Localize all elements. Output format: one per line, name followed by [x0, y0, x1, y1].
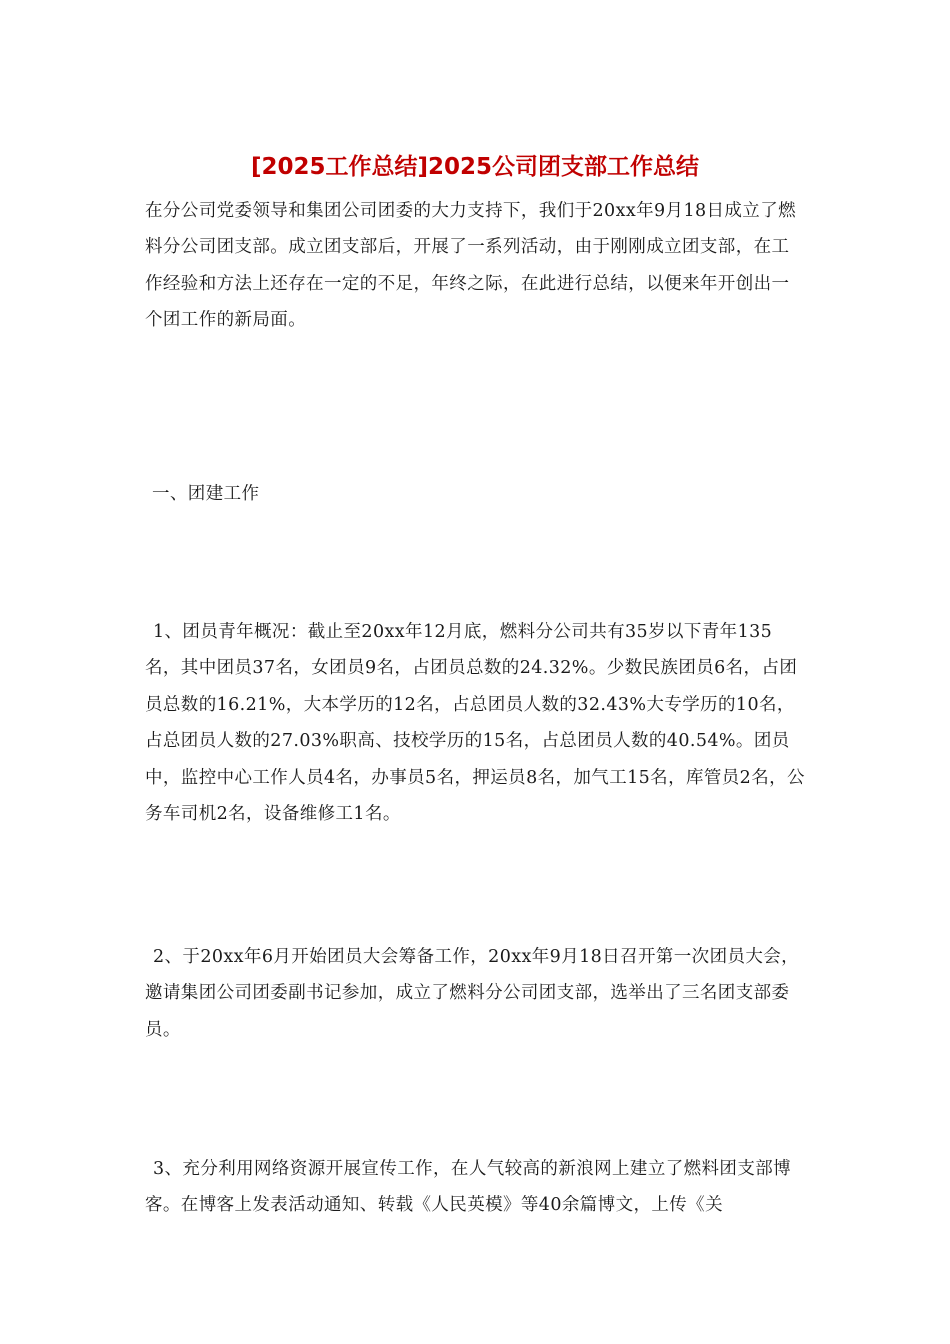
- item-2-member-congress: 2、于20xx年6月开始团员大会筹备工作，20xx年9月18日召开第一次团员大会，邀请集团公司团委副书记参加，成立了燃料分公司团支部，选举出了三名团支部委员。: [145, 947, 800, 1040]
- document-title: [2025工作总结]2025公司团支部工作总结: [250, 154, 700, 180]
- item-1-member-overview: 1、团员青年概况：截止至20xx年12月底，燃料分公司共有35岁以下青年135名，其中团员37名，女团员9名，占团员总数的24.32%。少数民族团员6名，占团员总数的16.21%，大本学历的12名，占总团员人数的32.43%大专学历的10名，占总团员人数的27.03%职高、技校学历的15名，占总团员人数的40.54%。团员中，监控中心工作人员4名，办事员5名，押运员8名，加气工15名，库管员2名，公务车司机2名，设备维修工1名。: [145, 622, 805, 825]
- intro-paragraph: 在分公司党委领导和集团公司团委的大力支持下，我们于20xx年9月18日成立了燃料分公司团支部。成立团支部后，开展了一系列活动，由于刚刚成立团支部，在工作经验和方法上还存在一定的不足，年终之际，在此进行总结，以便来年开创出一个团工作的新局面。: [145, 201, 797, 331]
- item-3-online-publicity: 3、充分利用网络资源开展宣传工作，在人气较高的新浪网上建立了燃料团支部博客。在博客上发表活动通知、转载《人民英模》等40余篇博文，上传《关: [145, 1159, 792, 1216]
- section-heading-team-building: 一、团建工作: [152, 484, 260, 504]
